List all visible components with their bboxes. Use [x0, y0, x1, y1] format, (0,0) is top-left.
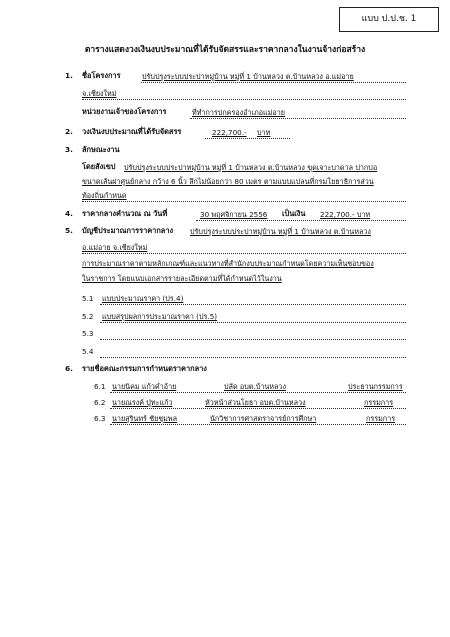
section-1-number: 1.	[65, 71, 73, 80]
estimate-underline	[82, 253, 406, 254]
section-5-number: 5.	[65, 226, 73, 235]
document-title: ตารางแสดงวงเงินงบประมาณที่ได้รับจัดสรรและราคากลางในงานจ้างก่อสร้าง	[84, 45, 366, 55]
member-2-underline	[110, 408, 406, 409]
section-4-number: 4.	[65, 209, 73, 218]
member-2-role: กรรมการ	[364, 398, 394, 407]
member-2-name: นายณรงค์ ปู่ทะแก้ว	[112, 398, 173, 407]
estimate-item-5-1-underline	[100, 304, 406, 305]
member-1-name: นายนิคม แก้วคำอ้าย	[112, 382, 177, 391]
estimate-item-5-1: แบบประมาณราคา (ปร.4)	[102, 294, 184, 303]
section-2-number: 2.	[65, 127, 73, 136]
estimate-item-5-2: แบบสรุปผลการประมาณราคา (ปร.5)	[102, 312, 218, 321]
estimate-item-5-4-underline	[100, 357, 406, 358]
section-5-label: บัญชีประมาณการราคากลาง	[82, 226, 174, 235]
member-1-number: 6.1	[94, 382, 106, 391]
estimate-item-5-4-number: 5.4	[82, 347, 94, 356]
section-6-label: รายชื่อคณะกรรมการกำหนดราคากลาง	[82, 364, 207, 373]
calc-underline	[196, 220, 406, 221]
member-3-underline	[110, 424, 406, 425]
member-3-name: นายสุรินทร์ ชัยชุมพล	[112, 414, 178, 423]
amount-label: เป็นเงิน	[282, 209, 306, 218]
estimate-note-1: การประมาณราคาตามหลักเกณฑ์และแนวทางที่สำนักงบประมาณกำหนดโดยความเห็นชอบของ	[82, 259, 374, 268]
estimate-item-5-3-underline	[100, 339, 406, 340]
budget-value: 222,700.-	[212, 128, 247, 137]
work-detail-line-2: ขนาดเส้นผ่าศูนย์กลาง กว้าง 6 นิ้ว ลึกไม่น้อยกว่า 80 เมตร ตามแบบแปลนที่กรมโยธาธิการส่วน	[82, 177, 374, 186]
section-1-label: ชื่อโครงการ	[82, 71, 121, 80]
budget-unit: บาท	[257, 128, 271, 137]
estimate-item-5-2-underline	[100, 322, 406, 323]
agency-underline	[190, 118, 406, 119]
member-3-role: กรรมการ	[366, 414, 396, 423]
estimate-item-5-2-number: 5.2	[82, 312, 94, 321]
work-detail-underline	[82, 201, 406, 202]
member-3-number: 6.3	[94, 414, 106, 423]
member-2-position: หัวหน้าส่วนโยธา อบต.บ้านหลวง	[205, 398, 306, 407]
member-3-position: นักวิชาการศาสตราจารย์การศึกษา	[210, 414, 317, 423]
form-code-box: แบบ ป.ป.ช. 1	[339, 7, 439, 32]
work-detail-line-1: ปรับปรุงระบบประปาหมู่บ้าน หมู่ที่ 1 บ้านหลวง ต.บ้านหลวง ขุดเจาะบาดาล ปากบ่อ	[124, 163, 378, 172]
member-1-underline	[110, 392, 406, 393]
project-name-line-2: จ.เชียงใหม่	[82, 89, 117, 98]
estimate-item-5-1-number: 5.1	[82, 294, 94, 303]
estimate-line-2: อ.แม่อาย จ.เชียงใหม่	[82, 243, 148, 252]
agency-value: ที่ทำการปกครองอำเภอแม่อาย	[192, 108, 285, 117]
section-6-number: 6.	[65, 364, 73, 373]
calc-amount: 222,700.- บาท	[320, 210, 371, 219]
work-detail-line-3: ท้องถิ่นกำหนด	[82, 191, 127, 200]
project-name-underline-1	[141, 82, 406, 83]
section-2-label: วงเงินงบประมาณที่ได้รับจัดสรร	[82, 127, 182, 136]
work-detail-label: โดยสังเขป	[82, 162, 116, 171]
member-1-position: ปลัด อบต.บ้านหลวง	[224, 382, 286, 391]
estimate-item-5-3-number: 5.3	[82, 329, 94, 338]
member-1-role: ประธานกรรมการ	[348, 382, 403, 391]
estimate-line-1: ปรับปรุงระบบประปาหมู่บ้าน หมู่ที่ 1 บ้านหลวง ต.บ้านหลวง	[190, 227, 371, 236]
member-2-number: 6.2	[94, 398, 106, 407]
budget-underline	[205, 138, 290, 139]
section-3-number: 3.	[65, 145, 73, 154]
project-name-line-1: ปรับปรุงระบบประปาหมู่บ้าน หมู่ที่ 1 บ้านหลวง ต.บ้านหลวง อ.แม่อาย	[142, 72, 354, 81]
section-4-label: ราคากลางคำนวณ ณ วันที่	[82, 209, 168, 218]
section-3-label: ลักษณะงาน	[82, 145, 120, 154]
agency-label: หน่วยงานเจ้าของโครงการ	[82, 107, 167, 116]
calc-date: 30 พฤศจิกายน 2556	[200, 210, 268, 219]
project-name-underline-2	[82, 99, 406, 100]
estimate-note-2: ในราชการ โดยแนบเอกสารรายละเอียดตามที่ได้กำหนดไว้ในงาน	[82, 274, 282, 283]
